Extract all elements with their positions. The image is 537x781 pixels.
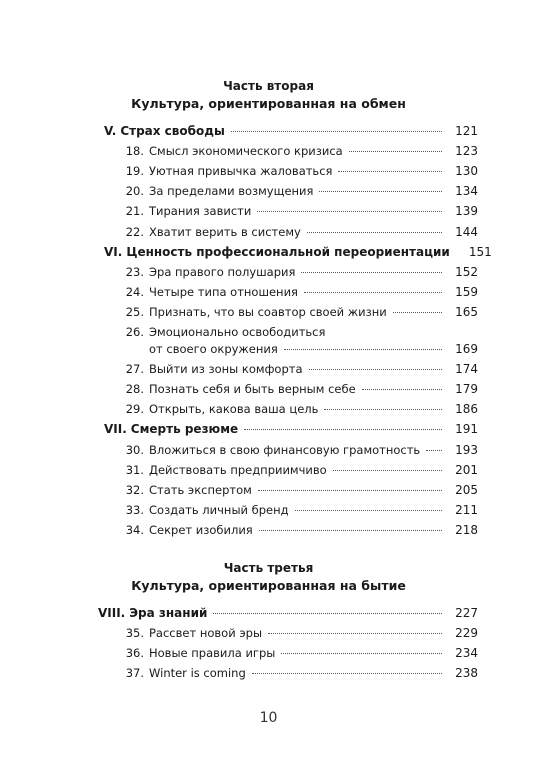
page-ref: 144 [455, 224, 478, 239]
chapter-title: Новые правила игры [149, 646, 276, 661]
toc-section [104, 419, 478, 439]
chapter-number: 23. [125, 264, 144, 279]
toc-entry [100, 643, 478, 663]
part-title: Часть вторая [223, 79, 314, 93]
toc-entry [100, 161, 478, 181]
dot-leader [393, 312, 442, 313]
section-number: VI. [104, 244, 123, 259]
chapter-number: 24. [125, 284, 144, 299]
chapter-number: 18. [125, 144, 144, 159]
chapter-number: 21. [125, 204, 144, 219]
chapter-number: 25. [125, 304, 144, 319]
page-number: 10 [259, 710, 278, 726]
dot-leader [349, 151, 442, 152]
page-ref: 121 [455, 124, 478, 138]
chapter-number: 19. [125, 164, 144, 179]
part-title: Часть третья [223, 561, 314, 575]
toc-entry [100, 500, 478, 520]
toc-section [98, 603, 478, 623]
toc-entry [100, 222, 478, 242]
page-ref: 201 [455, 462, 478, 477]
chapter-title: Вложиться в свою финансовую грамотность [149, 442, 421, 457]
chapter-number: 34. [125, 522, 144, 537]
dot-leader [259, 530, 442, 531]
toc-entry [100, 141, 478, 161]
section-number: V. [104, 124, 117, 138]
dot-leader [304, 292, 442, 293]
section-title: Эра знаний [129, 606, 208, 620]
chapter-number: 22. [125, 224, 144, 239]
chapter-title: Рассвет новой эры [149, 626, 263, 641]
toc-section [104, 242, 492, 262]
toc-entry [100, 302, 478, 322]
part-header [0, 78, 537, 112]
chapter-title: Смысл экономического кризиса [149, 144, 343, 159]
dot-leader [426, 450, 442, 451]
dot-leader [309, 369, 443, 370]
section-title: Ценность профессиональной переориентации [126, 244, 450, 259]
chapter-number: 37. [125, 666, 144, 681]
page-ref: 205 [455, 482, 478, 497]
dot-leader [362, 389, 442, 390]
toc-entry [100, 399, 478, 419]
section-number: VII. [104, 422, 127, 437]
chapter-number: 30. [125, 442, 144, 457]
chapter-number: 32. [125, 482, 144, 497]
page-ref: 174 [455, 362, 478, 377]
dot-leader [231, 131, 442, 132]
dot-leader [281, 653, 442, 654]
chapter-title: Эра правого полушария [149, 264, 296, 279]
page-ref: 229 [455, 626, 478, 641]
toc-entry [100, 623, 478, 643]
part-header [0, 560, 537, 594]
section-number: VIII. [98, 606, 126, 620]
chapter-number: 33. [125, 502, 144, 517]
chapter-title: Winter is coming [149, 666, 246, 681]
page-ref: 134 [455, 184, 478, 199]
chapter-number: 31. [125, 462, 144, 477]
chapter-title: За пределами возмущения [149, 184, 314, 199]
toc-entry [100, 480, 478, 500]
page-ref: 191 [455, 422, 478, 437]
page-ref: 123 [455, 144, 478, 159]
toc-entry [100, 663, 478, 683]
chapter-number: 28. [125, 382, 144, 397]
dot-leader [257, 211, 442, 212]
page-ref: 193 [455, 442, 478, 457]
page-ref: 179 [455, 382, 478, 397]
page-ref: 186 [455, 402, 478, 417]
chapter-title: Хватит верить в систему [149, 224, 301, 239]
section-title: Смерть резюме [130, 422, 239, 437]
page-ref: 130 [455, 164, 478, 179]
page-ref: 152 [455, 264, 478, 279]
toc-entry [100, 520, 478, 540]
toc-entry [100, 379, 478, 399]
toc-entry [100, 201, 478, 221]
chapter-title: Четыре типа отношения [149, 284, 298, 299]
toc-entry [100, 440, 478, 460]
dot-leader [213, 613, 442, 614]
toc-entry [100, 181, 478, 201]
dot-leader [319, 191, 442, 192]
page-ref: 169 [455, 342, 478, 356]
chapter-number: 27. [125, 362, 144, 377]
page-ref: 139 [455, 204, 478, 219]
chapter-number: 29. [125, 402, 144, 417]
page-ref: 165 [455, 304, 478, 319]
chapter-title: Действовать предприимчиво [149, 462, 327, 477]
dot-leader [301, 272, 442, 273]
dot-leader [333, 470, 442, 471]
chapter-title: Выйти из зоны комфорта [149, 362, 303, 377]
dot-leader [244, 429, 442, 430]
toc-entry [100, 262, 478, 282]
section-title: Страх свободы [120, 124, 225, 138]
toc-entry-continuation [100, 339, 478, 359]
dot-leader [284, 349, 442, 350]
page-ref: 151 [468, 244, 492, 259]
dot-leader [252, 673, 442, 674]
dot-leader [258, 490, 442, 491]
toc-entry [100, 282, 478, 302]
page-ref: 227 [455, 606, 478, 620]
toc-section [104, 121, 478, 141]
page-ref: 238 [455, 666, 478, 681]
toc-entry [100, 359, 478, 379]
page-ref: 159 [455, 284, 478, 299]
chapter-title: Секрет изобилия [149, 522, 253, 537]
page-ref: 234 [455, 646, 478, 661]
dot-leader [295, 510, 442, 511]
dot-leader [338, 171, 442, 172]
dot-leader [268, 633, 442, 634]
page-ref: 211 [455, 502, 478, 517]
chapter-title: Тирания зависти [149, 204, 252, 219]
chapter-number: 26. [125, 325, 144, 339]
chapter-number: 20. [125, 184, 144, 199]
chapter-title-line2: от своего окружения [149, 342, 278, 356]
toc-entry [100, 460, 478, 480]
part-subtitle: Культура, ориентированная на обмен [131, 96, 406, 111]
chapter-number: 35. [125, 626, 144, 641]
dot-leader [324, 409, 442, 410]
dot-leader [307, 232, 442, 233]
page-ref: 218 [455, 522, 478, 537]
chapter-title: Создать личный бренд [149, 502, 289, 517]
chapter-title: Эмоционально освободиться [149, 325, 326, 339]
chapter-title: Уютная привычка жаловаться [149, 164, 333, 179]
chapter-title: Признать, что вы соавтор своей жизни [149, 304, 387, 319]
chapter-title: Познать себя и быть верным себе [149, 382, 356, 397]
chapter-title: Стать экспертом [149, 482, 252, 497]
chapter-number: 36. [125, 646, 144, 661]
chapter-title: Открыть, какова ваша цель [149, 402, 319, 417]
part-subtitle: Культура, ориентированная на бытие [131, 578, 406, 593]
